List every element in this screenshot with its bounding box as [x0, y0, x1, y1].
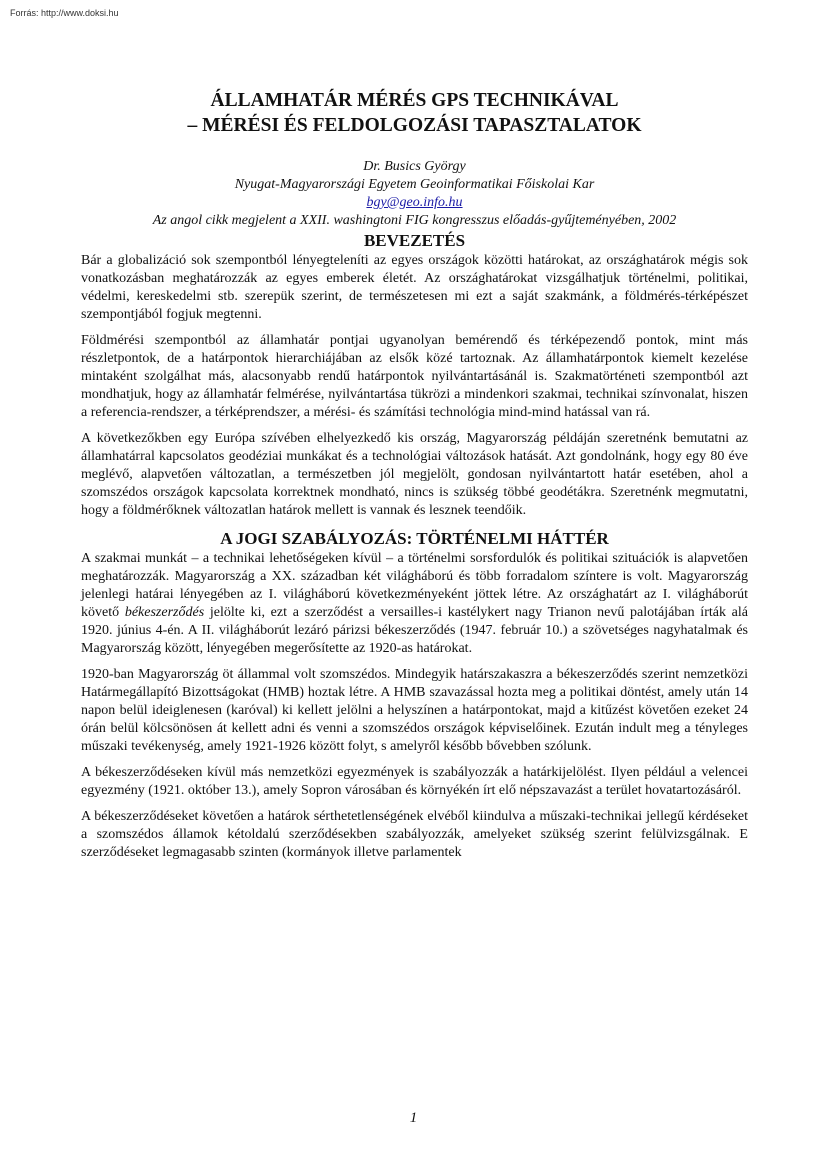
legal-paragraph: A békeszerződéseken kívül más nemzetközi egyezmények is szabályozzák a határkijelölést. Ilyen például a velencei egyezmény (1921. október 13.), amely Sopron városában és környékén írt elő népszavazást a terület hovatartozásáról.	[81, 765, 748, 798]
author-name: Dr. Busics György	[363, 159, 466, 174]
intro-paragraph: Földmérési szempontból az államhatár pontjai ugyanolyan bemérendő és térképezendő pontok, mint más részletpontok, de a határpontok hierarchiájában az elsők közé tartoznak. Az államhatárpontok kiemelt kezelése mintaként szolgálhat más, alacsonyabb rendű határpontok nyilvántartásánál is. Szakmatörténeti szempontból azt mondhatjuk, hogy az államhatár felmérése, nyilvántartása tükrözi a mindenkori szakmai, technikai színvonalat, hiszen a referencia-rendszer, a térképrendszer, a mérési- és számítási technológia mind-mind hatással van rá.	[81, 333, 748, 420]
author-block	[81, 158, 748, 230]
section-heading-legal: A JOGI SZABÁLYOZÁS: TÖRTÉNELMI HÁTTÉR	[220, 529, 609, 548]
document-page	[81, 88, 748, 870]
author-email-link[interactable]: bgy@geo.info.hu	[366, 195, 463, 210]
document-title	[81, 88, 748, 138]
legal-paragraph: 1920-ban Magyarország öt állammal volt szomszédos. Mindegyik határszakaszra a békeszerződés szerint nemzetközi Határmegállapító Bizottságokat (HMB) hoztak létre. A HMB szavazással hozta meg a politikai döntést, amely után 14 napon belül ideiglenesen (karóval) ki kellett jelölni a helyszínen a határpontokat, majd a kitűzést követően ezeket 24 órán belül kölcsönösen át kellett adni és venni a szomszédos országok képviselőinek. Ezután indult meg a tényleges műszaki tevékenység, amely 1921-1926 között folyt, s amelyről később bővebben szólunk.	[81, 667, 748, 754]
page-number: 1	[409, 1110, 418, 1126]
title-line-2: – MÉRÉSI ÉS FELDOLGOZÁSI TAPASZTALATOK	[187, 115, 642, 136]
title-line-1: ÁLLAMHATÁR MÉRÉS GPS TECHNIKÁVAL	[210, 90, 619, 111]
legal-p1-emphasis: békeszerződés	[124, 605, 205, 620]
publication-note: Az angol cikk megjelent a XXII. washingtoni FIG kongresszus előadás-gyűjteményében, 2002	[152, 213, 677, 228]
source-note: Forrás: http://www.doksi.hu	[10, 8, 119, 18]
section-heading-intro: BEVEZETÉS	[363, 231, 466, 250]
legal-paragraph	[81, 550, 748, 658]
legal-p1-text-a: A szakmai munkát – a technikai lehetőségeken kívül – a történelmi sorsfordulók és politikai szituációk is alapvetően meghatározzák. Magyarország a XX. században két világháború és több forradalom színtere is volt. Magyarország jelenlegi határai lényegében az I. világháború következményeként jöttek létre. Az országhatárt az I. világháborút követő	[81, 551, 748, 620]
author-affiliation: Nyugat-Magyarországi Egyetem Geoinformatikai Főiskolai Kar	[234, 177, 595, 192]
legal-paragraph: A békeszerződéseket követően a határok sérthetetlenségének elvéből kiindulva a műszaki-technikai jellegű kérdéseket a szomszédos államok kétoldalú szerződésekben szabályozzák, amelyeket szükség szerint felülvizsgálnak. E szerződéseket legmagasabb szinten (kormányok illetve parlamentek	[81, 809, 748, 860]
intro-paragraph: A következőkben egy Európa szívében elhelyezkedő kis ország, Magyarország példáján szeretnénk bemutatni az államhatárral kapcsolatos geodéziai munkákat és a technológiai változások hatását. Azt gondolnánk, hogy egy 80 éve meglévő, alapvetően változatlan, a természetben jól megjelölt, gondosan nyilvántartott határ esetében, ahol a szomszédos országok kapcsolata korrektnek mondható, nincs is szükség többé geodétákra. Szeretnénk megmutatni, hogy a földmérőknek változatlan határok mellett is vannak és lesznek teendőik.	[81, 431, 748, 518]
intro-paragraph: Bár a globalizáció sok szempontból lényegteleníti az egyes országok közötti határokat, az országhatárok mégis sok vonatkozásban meghatározzák az egyes emberek életét. Az országhatárokat vizsgálhatjuk történelmi, politikai, védelmi, kereskedelmi stb. szerepük szerint, de természetesen mi ezt a saját szakmánk, a földmérés-térképészet szempontjából fogjuk megtenni.	[81, 253, 748, 322]
legal-p1-text-b: jelölte ki, ezt a szerződést a versailles-i kastélykert nagy Trianon nevű palotájában írták alá 1920. június 4-én. A II. világháborút lezáró párizsi békeszerződés (1947. február 10.) a szövetséges nagyhatalmak és Magyarország között, lényegében megerősítette az 1920-as határokat.	[81, 605, 748, 656]
